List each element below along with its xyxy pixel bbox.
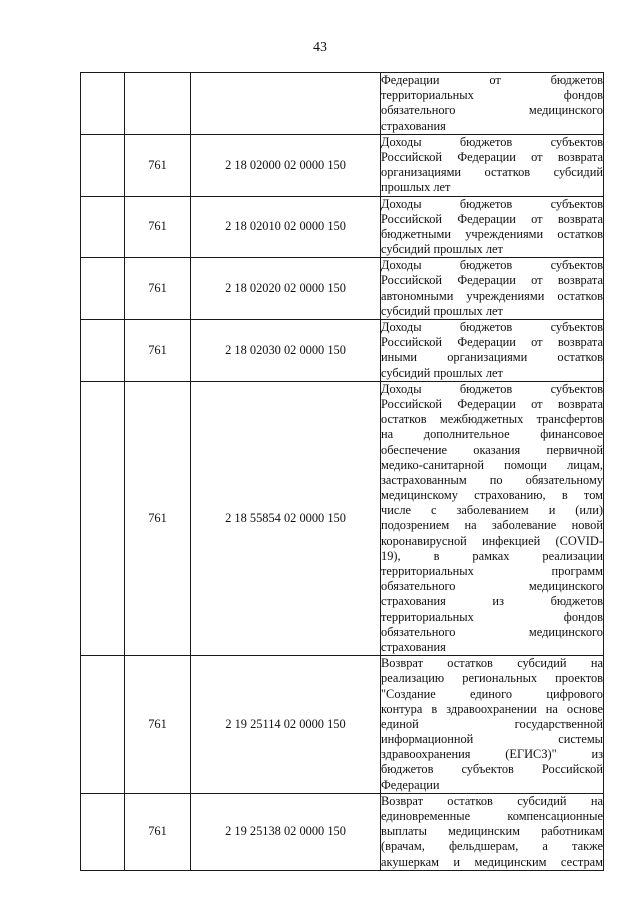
description-line: страхования [381,118,446,133]
description-line: медико-санитарной помощи лицам, [381,457,603,472]
budget-code-cell: 2 19 25114 02 0000 150 [191,656,381,794]
description-line: Доходы бюджетов субъектов [381,381,603,396]
description-line: бюджетов субъектов Российской [381,762,603,777]
description-line: на дополнительное финансовое [381,427,603,442]
admin-code-cell [125,73,191,135]
description-line: Доходы бюджетов субъектов [381,320,603,334]
blank-cell [81,258,125,320]
description-line: единовременные компенсационные [381,809,603,823]
budget-code-cell: 2 18 02030 02 0000 150 [191,320,381,382]
admin-code-cell: 761 [125,196,191,258]
budget-code-cell [191,73,381,135]
admin-code-cell: 761 [125,793,191,870]
admin-code-cell: 761 [125,258,191,320]
description-line: Российской Федерации от возврата [381,149,603,164]
description-line: 19), в рамках реализации [381,548,603,563]
budget-code-cell: 2 19 25138 02 0000 150 [191,793,381,870]
admin-code-cell: 761 [125,134,191,196]
description-line: (врачам, фельдшерам, а также [381,839,603,854]
description-line: "Создание единого цифрового [381,686,603,701]
table-row [81,656,604,794]
description-line: информационной системы [381,732,603,747]
description-cell [381,656,604,794]
description-cell [381,134,604,196]
table-row [81,73,604,135]
description-line: организациями остатков субсидий [381,165,603,180]
budget-code-cell: 2 18 55854 02 0000 150 [191,381,381,655]
table-row [81,258,604,320]
description-cell [381,258,604,320]
description-line: акушеркам и медицинским сестрам [381,854,603,869]
description-line: иными организациями остатков [381,350,603,365]
admin-code-cell: 761 [125,656,191,794]
description-line: Российской Федерации от возврата [381,396,603,411]
description-cell [381,196,604,258]
page-number: 43 [313,40,327,55]
description-line: обязательного медицинского [381,103,603,118]
description-line: Возврат остатков субсидий на [381,793,603,808]
description-line: здравоохранения (ЕГИСЗ)" из [381,747,603,762]
description-line: остатков межбюджетных трансфертов [381,412,603,427]
description-line: бюджетными учреждениями остатков [381,226,603,241]
blank-cell [81,134,125,196]
blank-cell [81,381,125,655]
blank-cell [81,793,125,870]
table-body [81,73,604,871]
description-cell [381,381,604,655]
admin-code-cell: 761 [125,381,191,655]
description-line: территориальных фондов [381,88,603,103]
description-line: Российской Федерации от возврата [381,273,603,288]
budget-code-cell: 2 18 02020 02 0000 150 [191,258,381,320]
blank-cell [81,73,125,135]
description-line: реализацию региональных проектов [381,671,603,686]
description-line: контура в здравоохранении на основе [381,701,603,716]
description-line: прошлых лет [381,180,451,195]
blank-cell [81,196,125,258]
description-line: Доходы бюджетов субъектов [381,134,603,149]
table-row [81,134,604,196]
description-line: коронавирусной инфекцией (COVID- [381,533,603,548]
description-line: субсидий прошлых лет [381,242,503,257]
description-line: числе с заболеванием и (или) [381,503,603,518]
description-line: субсидий прошлых лет [381,365,503,380]
description-line: единой государственной [381,716,603,731]
description-line: Доходы бюджетов субъектов [381,196,603,211]
description-line: Федерации [381,777,440,792]
description-line: страхования [381,639,446,654]
table-row [81,793,604,870]
description-line: страхования из бюджетов [381,594,603,609]
description-line: медицинскому страхованию, в том [381,488,603,503]
description-line: Доходы бюджетов субъектов [381,258,603,273]
description-line: Возврат остатков субсидий на [381,656,603,671]
description-line: застрахованным по обязательному [381,472,603,487]
table-row [81,320,604,382]
blank-cell [81,656,125,794]
description-line: территориальных фондов [381,609,603,624]
description-line: обязательного медицинского [381,624,603,639]
table-row [81,381,604,655]
description-line: обеспечение оказания первичной [381,442,603,457]
blank-cell [81,320,125,382]
description-line: территориальных программ [381,564,603,578]
description-line: выплаты медицинским работникам [381,824,603,839]
description-cell [381,793,604,870]
budget-code-cell: 2 18 02010 02 0000 150 [191,196,381,258]
description-line: подозрением на заболевание новой [381,518,603,533]
description-line: обязательного медицинского [381,579,603,594]
description-line: Федерации от бюджетов [381,73,603,87]
description-cell [381,73,604,135]
budget-code-cell: 2 18 02000 02 0000 150 [191,134,381,196]
admin-code-cell: 761 [125,320,191,382]
table-row [81,196,604,258]
description-line: Российской Федерации от возврата [381,211,603,226]
description-line: субсидий прошлых лет [381,303,503,318]
description-line: Российской Федерации от возврата [381,335,603,350]
description-line: автономными учреждениями остатков [381,288,603,303]
description-cell [381,320,604,382]
budget-code-table [80,72,604,871]
